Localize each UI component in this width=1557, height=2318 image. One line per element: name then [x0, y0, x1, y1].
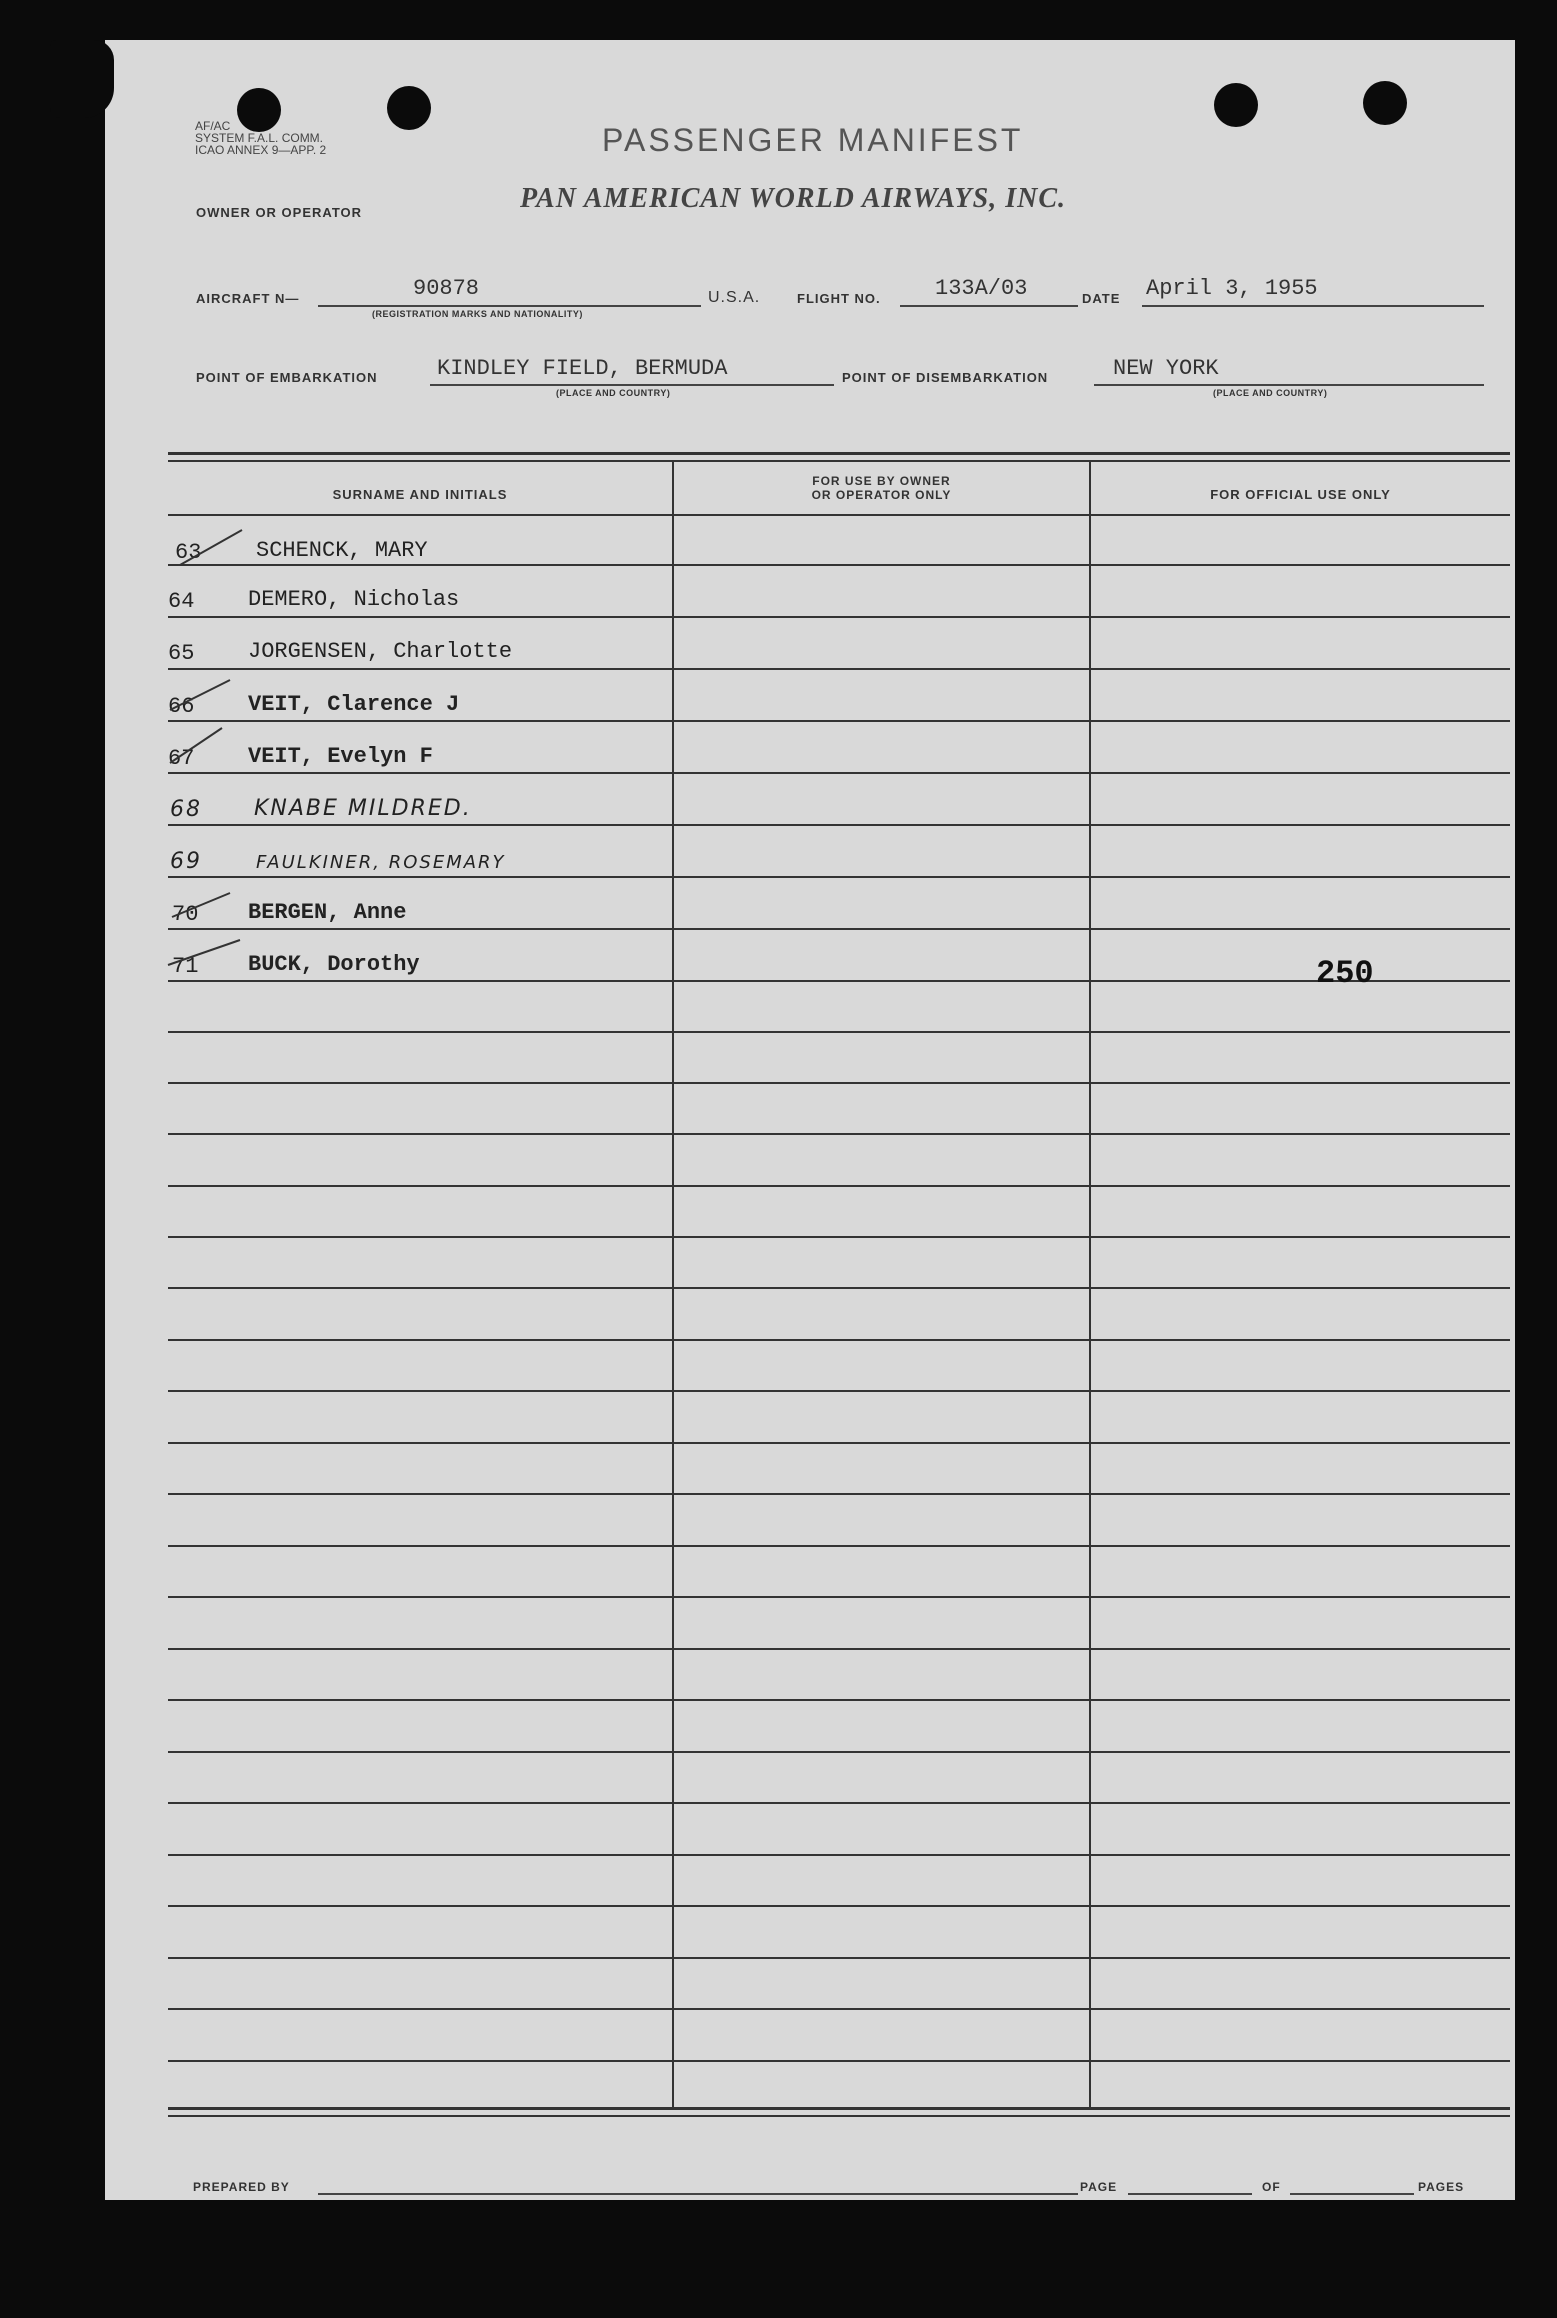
- row-rule: [168, 1185, 1510, 1187]
- embarkation-label: POINT OF EMBARKATION: [196, 370, 378, 385]
- row-rule: [168, 1442, 1510, 1444]
- passenger-number: 66: [168, 694, 195, 719]
- page-underline: [1128, 2193, 1252, 2195]
- flight-underline: [900, 305, 1078, 307]
- row-rule: [168, 876, 1510, 878]
- row-rule: [168, 616, 1510, 618]
- system-ref-line: AF/AC: [195, 119, 231, 133]
- check-mark: [170, 728, 222, 763]
- row-rule: [168, 1287, 1510, 1289]
- aircraft-underline: [318, 305, 701, 307]
- pages-label: PAGES: [1418, 2180, 1465, 2194]
- row-rule: [168, 1082, 1510, 1084]
- owner-label: OWNER OR OPERATOR: [196, 205, 363, 220]
- row-rule: [168, 1854, 1510, 1856]
- column-divider: [1089, 462, 1091, 2109]
- passenger-name: FAULKINER, ROSEMARY: [256, 852, 506, 873]
- disembarkation-label: POINT OF DISEMBARKATION: [842, 370, 1049, 385]
- passenger-number: 69: [170, 849, 202, 874]
- passenger-name: DEMERO, Nicholas: [248, 587, 460, 612]
- disembarkation-underline: [1094, 384, 1484, 386]
- column-header-surname: SURNAME AND INITIALS: [332, 487, 508, 502]
- table-top-rule: [168, 460, 1510, 462]
- row-rule: [168, 2060, 1510, 2062]
- row-rule: [168, 1339, 1510, 1341]
- row-rule: [168, 1596, 1510, 1598]
- torn-corner: [50, 40, 114, 118]
- row-rule: [168, 1545, 1510, 1547]
- airline-name: PAN AMERICAN WORLD AIRWAYS, INC.: [520, 183, 1067, 214]
- system-ref-line: SYSTEM F.A.L. COMM.: [195, 131, 324, 145]
- passenger-number: 71: [172, 954, 199, 979]
- check-mark: [168, 940, 240, 965]
- system-ref-line: ICAO ANNEX 9—APP. 2: [195, 143, 327, 157]
- row-rule: [168, 928, 1510, 930]
- owner-use-line: FOR USE BY OWNER: [812, 474, 951, 488]
- punch-hole: [1214, 83, 1258, 127]
- embarkation-sublabel: (PLACE AND COUNTRY): [556, 388, 671, 398]
- passenger-number: 70: [172, 902, 199, 927]
- aircraft-label: AIRCRAFT N—: [196, 291, 300, 306]
- row-rule: [168, 1493, 1510, 1495]
- passenger-name: SCHENCK, MARY: [256, 538, 428, 563]
- date-value: April 3, 1955: [1146, 276, 1318, 301]
- punch-hole: [387, 86, 431, 130]
- passenger-name: VEIT, Evelyn F: [248, 744, 433, 769]
- row-rule: [168, 980, 1510, 982]
- official-use-value: 250: [1316, 955, 1374, 992]
- passenger-number: 64: [168, 589, 195, 614]
- passenger-number: 63: [175, 540, 202, 565]
- disembarkation-sublabel: (PLACE AND COUNTRY): [1213, 388, 1328, 398]
- row-rule: [168, 720, 1510, 722]
- passenger-name: BERGEN, Anne: [248, 900, 407, 925]
- passenger-number: 67: [168, 746, 195, 771]
- passenger-name: VEIT, Clarence J: [248, 692, 460, 717]
- row-rule: [168, 1031, 1510, 1033]
- row-rule: [168, 1751, 1510, 1753]
- flight-label: FLIGHT NO.: [797, 291, 881, 306]
- table-bottom-rule: [168, 2115, 1510, 2117]
- disembarkation-value: NEW YORK: [1113, 356, 1219, 381]
- row-rule: [168, 772, 1510, 774]
- row-rule: [168, 1802, 1510, 1804]
- aircraft-value: 90878: [413, 276, 480, 301]
- prepared-by-label: PREPARED BY: [193, 2180, 290, 2194]
- column-header-official: FOR OFFICIAL USE ONLY: [1210, 487, 1391, 502]
- passenger-name: JORGENSEN, Charlotte: [248, 639, 513, 664]
- row-rule: [168, 1957, 1510, 1959]
- date-label: DATE: [1082, 291, 1121, 306]
- system-reference: [195, 120, 326, 156]
- check-mark: [180, 530, 242, 565]
- of-underline: [1290, 2193, 1414, 2195]
- flight-value: 133A/03: [935, 276, 1028, 301]
- row-rule: [168, 824, 1510, 826]
- row-rule: [168, 564, 1510, 566]
- prepared-by-underline: [318, 2193, 1078, 2195]
- row-rule: [168, 1390, 1510, 1392]
- row-rule: [168, 1133, 1510, 1135]
- aircraft-sublabel: (REGISTRATION MARKS AND NATIONALITY): [372, 309, 583, 319]
- passenger-number: 68: [170, 797, 202, 822]
- owner-use-line: OR OPERATOR ONLY: [811, 488, 952, 502]
- table-bottom-rule: [168, 2107, 1510, 2110]
- of-label: OF: [1262, 2180, 1281, 2194]
- page-label: PAGE: [1080, 2180, 1118, 2194]
- row-rule: [168, 1699, 1510, 1701]
- column-divider: [672, 462, 674, 2109]
- passenger-name: BUCK, Dorothy: [248, 952, 420, 977]
- row-rule: [168, 2008, 1510, 2010]
- row-rule: [168, 1648, 1510, 1650]
- check-mark: [172, 893, 230, 917]
- date-underline: [1142, 305, 1484, 307]
- nationality-text: U.S.A.: [708, 289, 761, 306]
- passenger-name: KNABE MILDRED.: [254, 796, 472, 821]
- check-marks: [150, 510, 270, 990]
- table-top-rule: [168, 452, 1510, 455]
- manifest-page: [105, 40, 1515, 2200]
- row-rule: [168, 1905, 1510, 1907]
- row-rule: [168, 668, 1510, 670]
- row-rule: [168, 514, 1510, 516]
- embarkation-value: KINDLEY FIELD, BERMUDA: [437, 356, 728, 381]
- check-mark: [170, 680, 230, 710]
- row-rule: [168, 1236, 1510, 1238]
- form-title: PASSENGER MANIFEST: [602, 122, 1024, 158]
- passenger-number: 65: [168, 641, 195, 666]
- punch-hole: [1363, 81, 1407, 125]
- column-header-owner-use: [674, 474, 1089, 502]
- embarkation-underline: [430, 384, 834, 386]
